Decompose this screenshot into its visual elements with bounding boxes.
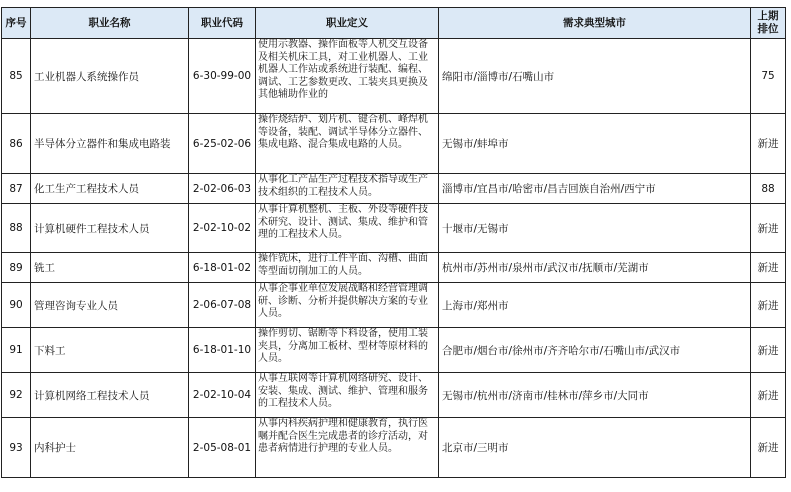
cell-definition (256, 253, 439, 283)
cell-no: 88 (2, 204, 31, 253)
cell-occupation-name: 下料工 (31, 328, 189, 373)
cell-no: 86 (2, 114, 31, 174)
header-prev-rank: 上期排位 (751, 8, 786, 39)
header-code: 职业代码 (189, 8, 256, 39)
cell-cities: 淄博市/宜昌市/哈密市/昌吉回族自治州/西宁市 (439, 174, 751, 204)
cell-no: 92 (2, 373, 31, 418)
cell-no: 91 (2, 328, 31, 373)
cell-occupation-code: 2-05-08-01 (189, 418, 256, 478)
cell-definition (256, 114, 439, 174)
table-row (2, 114, 786, 174)
cell-occupation-code: 6-18-01-10 (189, 328, 256, 373)
table-row (2, 328, 786, 373)
definition-text: 操作剪切、锯断等下料设备，使用工装夹具，分离加工板材、型材等原材料的人员。 (258, 328, 428, 364)
table-row (2, 283, 786, 328)
cell-occupation-code: 6-18-01-02 (189, 253, 256, 283)
cell-occupation-name: 化工生产工程技术人员 (31, 174, 189, 204)
cell-cities: 合肥市/烟台市/徐州市/齐齐哈尔市/石嘴山市/武汉市 (439, 328, 751, 373)
header-cities: 需求典型城市 (439, 8, 751, 39)
cell-no: 87 (2, 174, 31, 204)
cell-occupation-code: 2-06-07-08 (189, 283, 256, 328)
cell-occupation-code: 6-25-02-06 (189, 114, 256, 174)
occupation-table (1, 7, 786, 478)
table-header-row (2, 8, 786, 39)
cell-cities: 无锡市/蚌埠市 (439, 114, 751, 174)
cell-no: 90 (2, 283, 31, 328)
definition-text: 从事企事业单位发展战略和经营管理调研、诊断、分析并提供解决方案的专业人员。 (258, 283, 428, 319)
definition-text: 使用示教器、操作面板等人机交互设备及相关机床工具，对工业机器人、工业机器人工作站或系统进行装配、编程、调试、工艺参数更改、工装夹具更换及其他辅助作业的 (258, 39, 428, 100)
cell-occupation-name: 计算机硬件工程技术人员 (31, 204, 189, 253)
cell-prev-rank: 88 (751, 174, 786, 204)
cell-cities: 绵阳市/淄博市/石嘴山市 (439, 39, 751, 114)
cell-occupation-code: 6-30-99-00 (189, 39, 256, 114)
table-row (2, 418, 786, 478)
cell-definition (256, 283, 439, 328)
cell-cities: 杭州市/苏州市/泉州市/武汉市/抚顺市/芜湖市 (439, 253, 751, 283)
cell-no: 89 (2, 253, 31, 283)
cell-definition (256, 204, 439, 253)
definition-text: 从事内科疾病护理和健康教育，执行医嘱并配合医生完成患者的诊疗活动，对患者病情进行护理的专业人员。 (258, 418, 428, 454)
cell-occupation-code: 2-02-06-03 (189, 174, 256, 204)
cell-occupation-name: 半导体分立器件和集成电路装 (31, 114, 189, 174)
cell-definition (256, 328, 439, 373)
table-row (2, 373, 786, 418)
table-row (2, 174, 786, 204)
table-row (2, 39, 786, 114)
cell-occupation-name: 计算机网络工程技术人员 (31, 373, 189, 418)
cell-definition (256, 373, 439, 418)
cell-no: 93 (2, 418, 31, 478)
definition-text: 操作铣床，进行工件平面、沟槽、曲面等型面切削加工的人员。 (258, 253, 428, 277)
definition-text: 操作烧结炉、划片机、键合机、峰焊机等设备，装配、调试半导体分立器件、集成电路、混合集成电路的人员。 (258, 114, 428, 150)
cell-definition (256, 418, 439, 478)
table-row (2, 204, 786, 253)
cell-occupation-name: 工业机器人系统操作员 (31, 39, 189, 114)
cell-prev-rank: 新进 (751, 114, 786, 174)
cell-occupation-name: 内科护士 (31, 418, 189, 478)
cell-cities: 无锡市/杭州市/济南市/桂林市/萍乡市/大同市 (439, 373, 751, 418)
cell-occupation-code: 2-02-10-02 (189, 204, 256, 253)
occupation-table-container (1, 7, 786, 478)
header-no: 序号 (2, 8, 31, 39)
cell-prev-rank: 新进 (751, 253, 786, 283)
definition-text: 从事化工产品生产过程技术指导或生产技术组织的工程技术人员。 (258, 174, 428, 198)
cell-cities: 北京市/三明市 (439, 418, 751, 478)
header-name: 职业名称 (31, 8, 189, 39)
table-row (2, 253, 786, 283)
cell-prev-rank: 新进 (751, 204, 786, 253)
cell-prev-rank: 新进 (751, 328, 786, 373)
cell-definition (256, 39, 439, 114)
definition-text: 从事计算机整机、主板、外设等硬件技术研究、设计、测试、集成、维护和管理的工程技术人员。 (258, 204, 428, 240)
cell-prev-rank: 新进 (751, 418, 786, 478)
cell-occupation-name: 管理咨询专业人员 (31, 283, 189, 328)
cell-no: 85 (2, 39, 31, 114)
header-definition: 职业定义 (256, 8, 439, 39)
cell-prev-rank: 新进 (751, 283, 786, 328)
cell-definition (256, 174, 439, 204)
cell-occupation-code: 2-02-10-04 (189, 373, 256, 418)
cell-cities: 上海市/郑州市 (439, 283, 751, 328)
cell-prev-rank: 75 (751, 39, 786, 114)
definition-text: 从事互联网等计算机网络研究、设计、安装、集成、测试、维护、管理和服务的工程技术人员。 (258, 373, 428, 409)
cell-cities: 十堰市/无锡市 (439, 204, 751, 253)
cell-occupation-name: 铣工 (31, 253, 189, 283)
cell-prev-rank: 新进 (751, 373, 786, 418)
